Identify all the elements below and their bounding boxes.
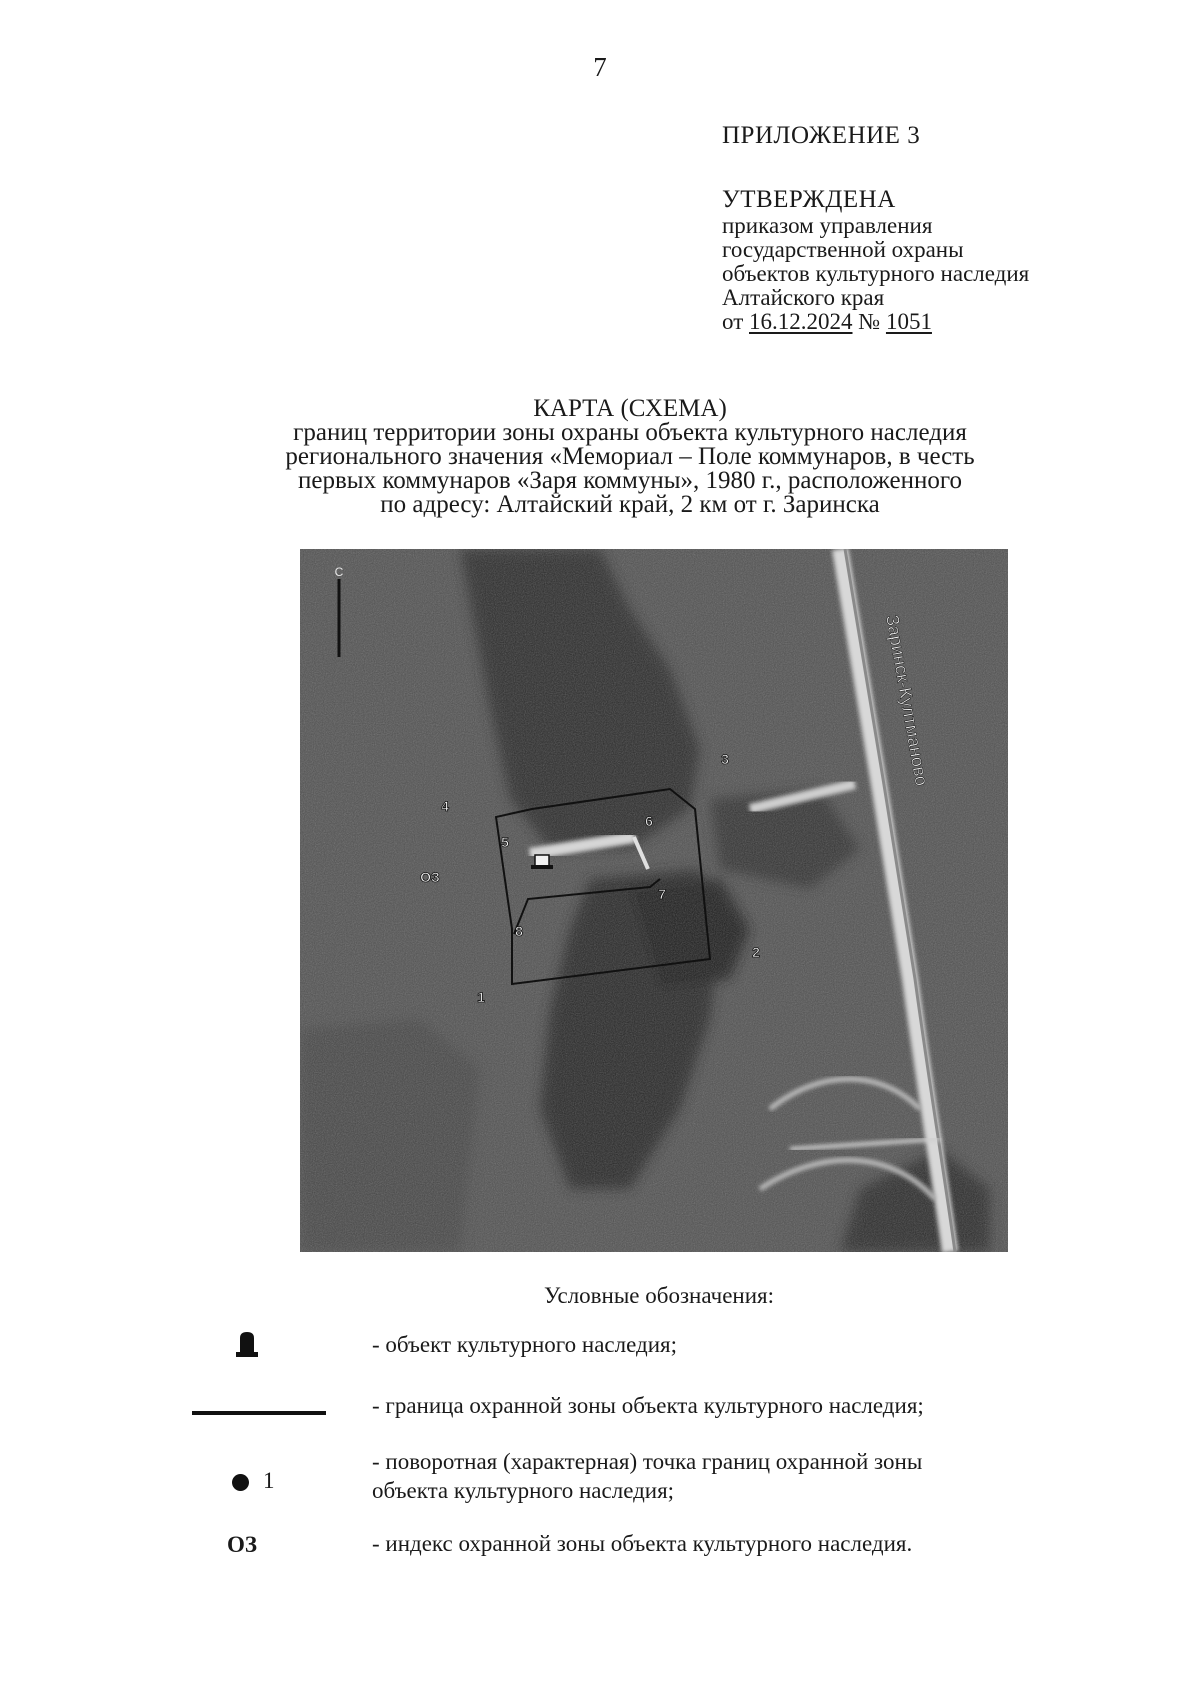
legend-item-line: - поворотная (характерная) точка границ охранной зоны [372,1449,923,1474]
point-label: 1 [477,989,485,1005]
point-label: 7 [658,886,666,902]
point-dot-icon [232,1474,249,1491]
order-number: 1051 [885,309,932,334]
zone-index-symbol: ОЗ [227,1532,258,1557]
point-label: 3 [721,751,729,767]
title-line: КАРТА (СХЕМА) [533,395,727,422]
order-date-line [722,310,1029,334]
title-line: границ территории зоны охраны объекта культурного наследия [293,419,967,446]
number-sign: № [858,309,881,334]
title-line: первых коммунаров «Заря коммуны», 1980 г., расположенного [298,467,962,494]
order-date: 16.12.2024 [749,309,853,334]
legend-item-text: - объект культурного наследия; [372,1332,677,1357]
legend-item-text [372,1447,1112,1505]
point-label: 8 [515,923,523,939]
point-label: 5 [501,834,509,850]
document-title [200,397,1060,517]
legend-item-text: - граница охранной зоны объекта культурного наследия; [372,1393,924,1418]
legend-item-text: - индекс охранной зоны объекта культурного наследия. [372,1531,913,1556]
approval-line: государственной охраны [722,237,964,262]
approval-line: объектов культурного наследия [722,261,1030,286]
title-line: по адресу: Алтайский край, 2 км от г. Заринска [380,491,880,518]
satellite-map [300,549,1008,1252]
date-prefix: от [722,309,744,334]
appendix-title: ПРИЛОЖЕНИЕ 3 [722,122,921,149]
monument-marker [531,855,553,869]
boundary-line-symbol [192,1411,326,1415]
road-label: Заринск-Култманово [882,613,932,788]
legend-item-line: объекта культурного наследия; [372,1478,675,1503]
map-svg [300,549,1008,1252]
title-line: регионального значения «Мемориал – Поле коммунаров, в честь [285,443,975,470]
page-number: 7 [593,52,607,82]
point-label: 4 [441,798,449,814]
legend-title: Условные обозначения: [543,1283,775,1308]
point-symbol-label: 1 [263,1468,275,1493]
point-label: 6 [645,813,653,829]
north-label: С [334,565,344,579]
approval-block [722,188,1029,334]
approval-line: Алтайского края [722,285,885,310]
zone-index-label: ОЗ [420,869,440,885]
monument-icon [236,1331,258,1362]
point-label: 2 [752,944,760,960]
approval-line: приказом управления [722,213,933,238]
approved-label: УТВЕРЖДЕНА [722,186,896,213]
